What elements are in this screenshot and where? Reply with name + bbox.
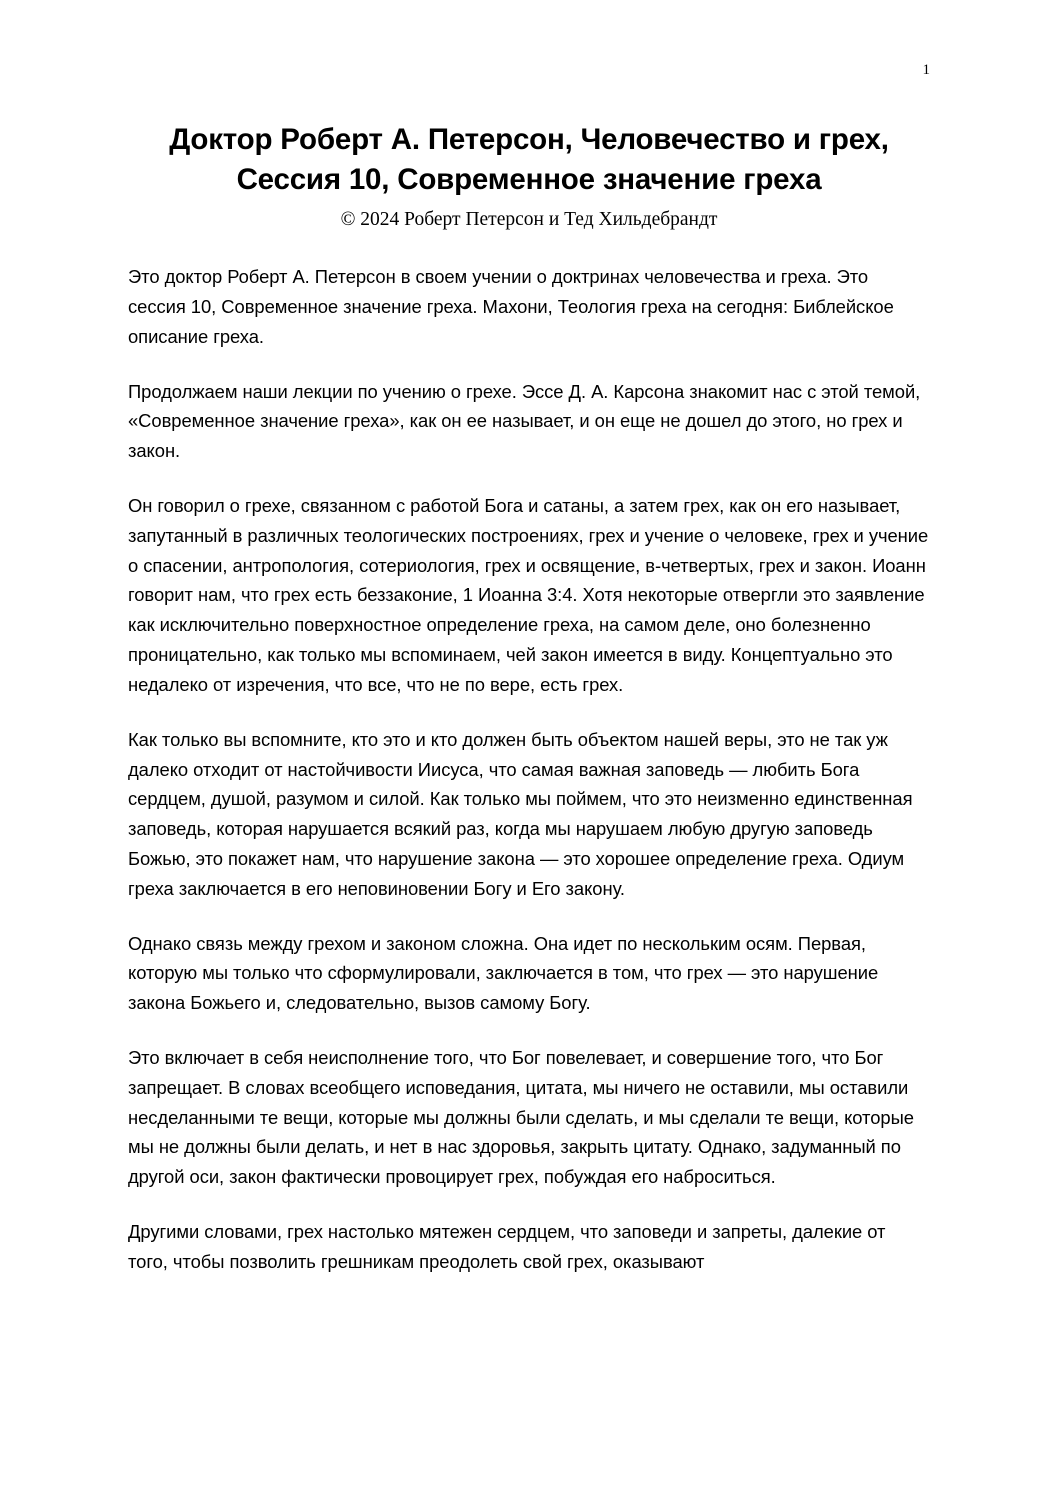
paragraph: Продолжаем наши лекции по учению о грехе. Эссе Д. А. Карсона знакомит нас с этой темой, «Современное значение греха», как он ее называет, и он еще не дошел до этого, но грех и закон.	[128, 380, 921, 462]
paragraph: Он говорил о грехе, связанном с работой Бога и сатаны, а затем грех, как он его называет, запутанный в различных теологических построениях, грех и учение о человеке, грех и учение о спасении, антропология, сотериология, грех и освящение, в-четвертых, грех и закон. Иоанн говорит нам, что грех есть беззаконие, 1 Иоанна 3:4. Хотя некоторые отвергли это заявление как исключительно поверхностное определение греха, на самом деле, оно болезненно проницательно, как только мы вспоминаем, чей закон имеется в виду. Концептуально это недалеко от изречения, что все, что не по вере, есть грех.	[128, 495, 929, 695]
copyright-line: © 2024 Роберт Петерсон и Тед Хильдебрандт	[340, 208, 718, 230]
document-content	[128, 120, 930, 1277]
body-text	[128, 262, 930, 1277]
page-number: 1	[922, 62, 930, 78]
paragraph: Другими словами, грех настолько мятежен сердцем, что заповеди и запреты, далекие от того, чтобы позволить грешникам преодолеть свой грех, оказывают	[128, 1221, 886, 1272]
paragraph: Это включает в себя неисполнение того, что Бог повелевает, и совершение того, что Бог запрещает. В словах всеобщего исповедания, цитата, мы ничего не оставили, мы оставили несделанными те вещи, которые мы должны были сделать, и мы сделали те вещи, которые мы не должны были делать, и нет в нас здоровья, закрыть цитату. Однако, задуманный по другой оси, закон фактически провоцирует грех, побуждая его наброситься.	[128, 1047, 914, 1188]
paragraph: Как только вы вспомните, кто это и кто должен быть объектом нашей веры, это не так уж далеко отходит от настойчивости Иисуса, что самая важная заповедь — любить Бога сердцем, душой, разумом и силой. Как только мы поймем, что это неизменно единственная заповедь, которая нарушается всякий раз, когда мы нарушаем любую другую заповедь Божью, это покажет нам, что нарушение закона — это хорошее определение греха. Одиум греха заключается в его неповиновении Богу и Его закону.	[128, 728, 913, 899]
paragraph: Однако связь между грехом и законом сложна. Она идет по нескольким осям. Первая, которую мы только что сформулировали, заключается в том, что грех — это нарушение закона Божьего и, следовательно, вызов самому Богу.	[128, 932, 879, 1014]
paragraph: Это доктор Роберт А. Петерсон в своем учении о доктринах человечества и греха. Это сессия 10, Современное значение греха. Махони, Теология греха на сегодня: Библейское описание греха.	[128, 266, 894, 347]
page-title: Доктор Роберт А. Петерсон, Человечество и грех, Сессия 10, Современное значение греха	[169, 123, 889, 197]
